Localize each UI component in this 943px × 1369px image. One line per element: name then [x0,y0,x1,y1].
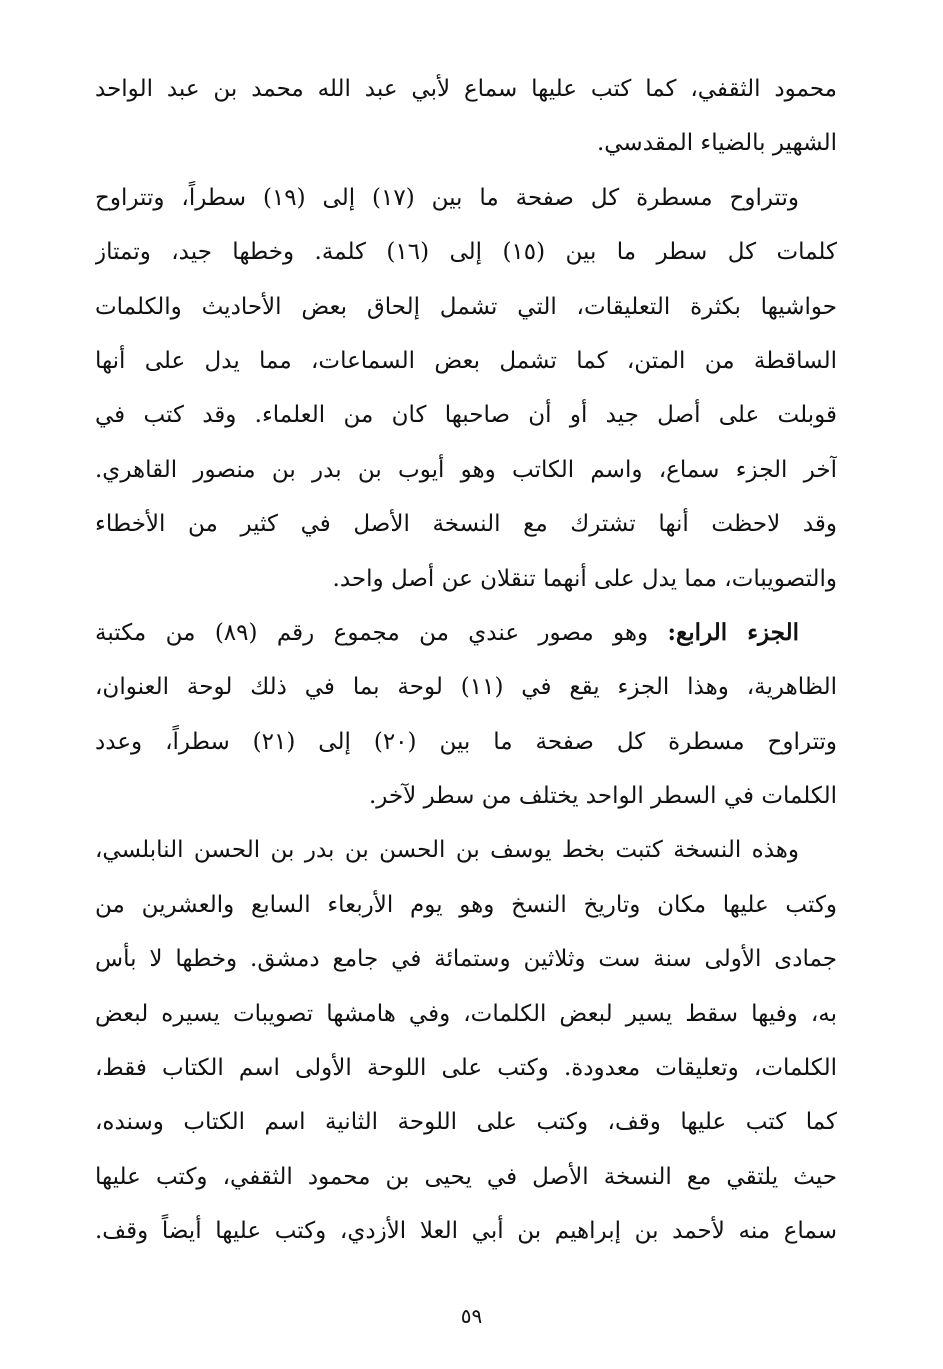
paragraph-1 [95,62,837,171]
paragraph-2 [95,171,837,606]
text-line: قوبلت على أصل جيد أو أن صاحبها كان من العلماء. وقد كتب في [95,402,837,429]
text-line: به، وفيها سقط يسير لبعض الكلمات، وفي هامشها تصويبات يسيره لبعض [95,1000,837,1027]
text-line: وهذه النسخة كتبت بخط يوسف بن الحسن بن بدر بن الحسن النابلسي، [95,837,799,864]
text-line: محمود الثقفي، كما كتب عليها سماع لأبي عبد الله محمد بن عبد الواحد [95,76,837,102]
paragraph-3 [95,606,837,824]
text-line: آخر الجزء سماع، واسم الكاتب وهو أيوب بن بدر بن منصور القاهري. [95,456,837,483]
text-line: والتصويبات، مما يدل على أنهما تنقلان عن أصل واحد. [332,565,837,592]
text-line: وقد لاحظت أنها تشترك مع النسخة الأصل في كثير من الأخطاء [95,511,837,538]
section-heading: الجزء الرابع: [667,618,799,646]
text-line: كما كتب عليها وقف، وكتب على اللوحة الثانية اسم الكتاب وسنده، [95,1109,837,1136]
text-line: سماع منه لأحمد بن إبراهيم بن أبي العلا الأزدي، وكتب عليها أيضاً وقف. [95,1218,837,1245]
text-line: جمادى الأولى سنة ست وثلاثين وستمائة في جامع دمشق. وخطها لا بأس [95,946,837,973]
text-line: الكلمات، وتعليقات معدودة. وكتب على اللوحة الأولى اسم الكتاب فقط، [95,1055,837,1082]
text-line: الساقطة من المتن، كما تشمل بعض السماعات، مما يدل على أنها [95,347,837,374]
text-line: الظاهرية، وهذا الجزء يقع في (١١) لوحة بما في ذلك لوحة العنوان، [95,674,837,701]
page-number: ٥٩ [460,1304,483,1328]
text-line: الكلمات في السطر الواحد يختلف من سطر لآخر. [368,783,837,810]
paragraph-4 [95,823,837,1258]
text-line: وكتب عليها مكان وتاريخ النسخ وهو يوم الأربعاء السابع والعشرين من [95,891,837,918]
text-line: كلمات كل سطر ما بين (١٥) إلى (١٦) كلمة. وخطها جيد، وتمتاز [95,239,837,266]
document-page [95,62,837,1259]
text-line [95,606,837,660]
text-line: حيث يلتقي مع النسخة الأصل في يحيى بن محمود الثقفي، وكتب عليها [95,1163,837,1190]
line-text: وهو مصور عندي من مجموع رقم (٨٩) من مكتبة [95,619,668,646]
text-line: وتتراوح مسطرة كل صفحة ما بين (١٧) إلى (١٩) سطراً، وتتراوح [95,184,799,211]
text-line: الشهير بالضياء المقدسي. [596,130,837,157]
text-line: حواشيها بكثرة التعليقات، التي تشمل إلحاق بعض الأحاديث والكلمات [95,293,837,320]
text-line: وتتراوح مسطرة كل صفحة ما بين (٢٠) إلى (٢١) سطراً، وعدد [95,728,837,755]
